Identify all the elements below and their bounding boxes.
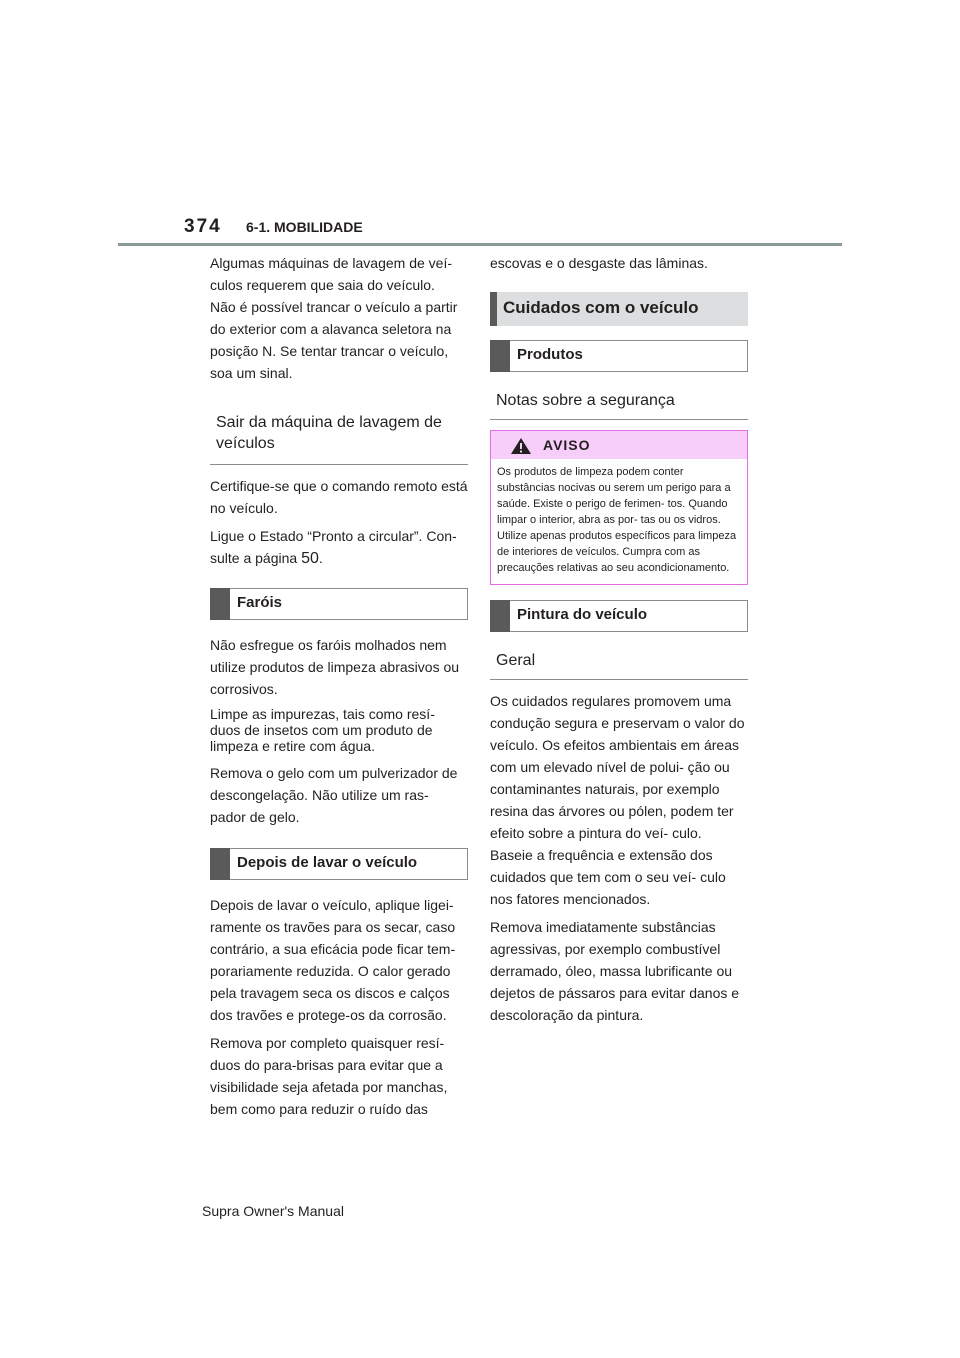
intro-line: culos requerem que saia do veículo. [210,277,435,293]
safety-notes-heading: Notas sobre a segurança [490,386,748,420]
exit-paragraph-2 [210,525,468,570]
headlights-heading-label: Faróis [237,594,283,611]
exit-paragraph-2-text: Ligue o Estado “Pronto a circular”. Con- sulte a página [210,528,457,566]
page-number: 374 [184,216,222,237]
exit-car-wash-heading: Sair da máquina de lavagem de veículos [210,406,468,465]
general-heading: Geral [490,646,748,680]
intro-paragraph [210,252,468,384]
header-rule [118,243,842,246]
general-paragraph-2: Remova imediatamente substâncias agressivas, por exemplo combustível derramado, óleo, massa lubrificante ou dejetos de pássaros para evitar danos e descoloração da pintura. [490,919,740,1023]
footer-manual-title: Supra Owner's Manual [202,1203,344,1219]
warning-text: Os produtos de limpeza podem conter substâncias nocivas ou serem um perigo para a saúde. Existe o perigo de ferimen- tos. Quando limpar o interior, abra as por- tas ou os vidros. Utilize apenas produtos específicos para limpeza de interiores de veículos. Cumpra com as precauções relativas ao seu acondicionamento. [497,466,737,574]
vehicle-care-heading-label: Cuidados com o veículo [503,298,699,317]
paint-heading-label: Pintura do veículo [517,606,648,623]
warning-triangle-icon [510,437,532,455]
left-column [210,252,468,1126]
warning-header [491,431,747,459]
heading-bar [490,340,510,372]
continued-paragraph: escovas e o desgaste das lâminas. [490,255,708,271]
paint-heading [490,600,748,632]
products-heading-label: Produtos [517,346,583,363]
after-wash-paragraph-1: Depois de lavar o veículo, aplique ligei- ramente os travões para os secar, caso contrário, a sua eficácia pode ficar tem- porariamente reduzida. O calor gerado pela travagem seca os discos e calços dos travões e protege-os da corrosão. [210,897,456,1023]
page-reference-link[interactable]: 50 [301,550,319,567]
heading-bar [490,600,510,632]
heading-bar [210,588,230,620]
intro-line: do exterior com a alavanca seletora na [210,321,452,337]
section-title: 6-1. MOBILIDADE [246,219,363,235]
exit-paragraph-1: Certifique-se que o comando remoto está no veículo. [210,478,468,516]
general-paragraph-1: Os cuidados regulares promovem uma condução segura e preservam o valor do veículo. Os efeitos ambientais em áreas com um elevado nível de polui- ção ou contaminantes naturais, por exemplo resina das árvores ou pólen, podem ter efeito sobre a pintura do veí- culo. Baseie a frequência e extensão dos cuidados que tem com o seu veí- culo nos fatores mencionados. [490,693,745,907]
headlights-paragraph-2: Limpe as impurezas, tais como resí- duos de insetos com um produto de limpeza e retire com água. [210,706,435,754]
heading-bar [210,848,230,880]
intro-line: soa um sinal. [210,365,293,381]
after-wash-paragraph-2: Remova por completo quaisquer resí- duos do para-brisas para evitar que a visibilidade seja afetada por manchas, bem como para reduzir o ruído das [210,1035,448,1117]
intro-line: Algumas máquinas de lavagem de veí- [210,255,453,271]
headlights-heading [210,588,468,620]
warning-title: AVISO [543,437,591,453]
headlights-paragraph-3: Remova o gelo com um pulverizador de descongelação. Não utilize um ras- pador de gelo. [210,765,458,825]
heading-bar [490,292,497,326]
exit-paragraph-2-end: . [318,550,323,566]
after-wash-heading [210,848,468,880]
intro-line: Não é possível trancar o veículo a partir [210,299,458,315]
vehicle-care-heading [490,292,748,326]
right-column [490,252,748,1032]
intro-line: posição N. Se tentar trancar o veículo, [210,343,449,359]
headlights-paragraph-1: Não esfregue os faróis molhados nem utilize produtos de limpeza abrasivos ou corrosivos. [210,637,460,697]
after-wash-heading-label: Depois de lavar o veículo [237,854,418,871]
products-heading [490,340,748,372]
warning-box [490,430,748,585]
